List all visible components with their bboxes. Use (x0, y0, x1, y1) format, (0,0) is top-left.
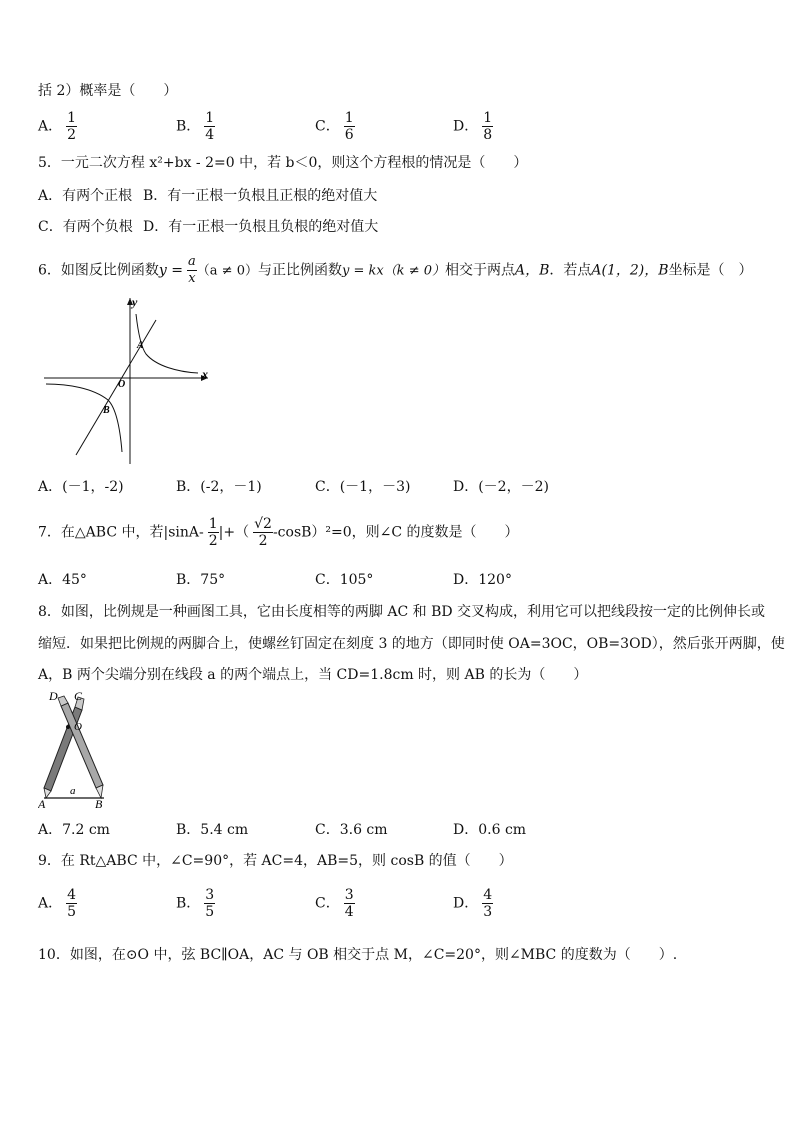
hyperbola-branch-1 (136, 314, 198, 373)
function-kx: y = kx（k ≠ 0） (341, 263, 445, 279)
label-c: C (74, 689, 83, 703)
point-b: B (658, 262, 669, 279)
origin-label: O (118, 379, 126, 390)
option-label: B． (176, 895, 201, 912)
denominator: 2 (258, 533, 268, 549)
stem-text: -cosB）²=0，则∠C 的度数是（ ） (272, 524, 519, 541)
q6-graph (38, 292, 228, 464)
fraction-half (208, 516, 219, 549)
numerator: 3 (344, 887, 354, 903)
label-segment-a: a (70, 785, 76, 797)
q8-option-c[interactable]: C．3.6 cm (315, 822, 388, 838)
fraction (344, 887, 355, 920)
q9-option-b[interactable] (176, 887, 215, 920)
screw-o (66, 725, 70, 729)
option-label: A． (38, 895, 63, 912)
condition-a: （a ≠ 0） (196, 263, 258, 279)
numerator: a (188, 254, 196, 269)
numerator: 1 (205, 110, 215, 126)
q6-stem (38, 254, 753, 287)
fraction (66, 887, 77, 920)
q5-option-b[interactable]: B．有一正根一负根且正根的绝对值大 (143, 188, 378, 204)
points-ab: A，B (515, 262, 550, 279)
q8-line-2: 缩短．如果把比例规的两脚合上，使螺丝钉固定在刻度 3 的地方（即同时使 OA=3OC，OB=3OD），然后张开两脚，使 (38, 636, 785, 652)
label-d: D (49, 689, 58, 703)
fraction (482, 110, 493, 143)
q4-option-a[interactable] (38, 110, 77, 143)
denominator: 5 (67, 904, 77, 920)
q5-option-a[interactable]: A．有两个正根 (38, 188, 133, 204)
q7-option-a[interactable]: A．45° (38, 572, 87, 588)
numerator: 1 (483, 110, 493, 126)
q9-option-c[interactable] (315, 887, 355, 920)
stem-text: ．若点 (549, 262, 592, 279)
q7-stem (38, 516, 519, 549)
stem-text: |+（ (218, 524, 250, 541)
q7-option-b[interactable]: B．75° (176, 572, 226, 588)
fraction (66, 110, 77, 143)
q6-option-d[interactable]: D．(－2，－2) (453, 479, 549, 495)
q8-option-b[interactable]: B．5.4 cm (176, 822, 249, 838)
q4-tail: 括 2）概率是（ ） (38, 83, 178, 99)
q4-option-c[interactable] (315, 110, 355, 143)
denominator: 2 (67, 127, 77, 143)
point-a-label: A (137, 340, 144, 351)
numerator: 3 (205, 887, 215, 903)
function-y: y = (158, 262, 184, 279)
label-b: B (95, 797, 103, 810)
q8-line-3: A，B 两个尖端分别在线段 a 的两个端点上，当 CD=1.8cm 时，则 AB 的长为（ ） (38, 667, 588, 683)
label-a: A (38, 797, 46, 810)
q9-option-a[interactable] (38, 887, 77, 920)
stem-text: 与正比例函数 (257, 262, 342, 279)
option-label: B． (176, 118, 201, 135)
numerator: 1 (208, 516, 218, 532)
option-label: A． (38, 118, 63, 135)
q6-option-a[interactable]: A．(－1，-2) (38, 479, 124, 495)
q8-option-d[interactable]: D．0.6 cm (453, 822, 527, 838)
fraction-a-over-x (187, 254, 197, 287)
q5-option-c[interactable]: C．有两个负根 (38, 219, 133, 235)
denominator: 6 (344, 127, 354, 143)
stem-text: 相交于两点 (445, 262, 515, 279)
stem-text: 7．在△ABC 中，若|sinA- (38, 524, 204, 541)
option-label: D． (453, 118, 479, 135)
leg-ac (44, 707, 82, 791)
option-label: C． (315, 895, 340, 912)
fraction-root2-over-2 (253, 516, 273, 549)
denominator: 4 (344, 904, 354, 920)
numerator: 1 (344, 110, 354, 126)
denominator: 8 (483, 127, 493, 143)
q8-proportional-compass-figure (38, 688, 110, 810)
q4-option-d[interactable] (453, 110, 493, 143)
q6-option-c[interactable]: C．(－1，－3) (315, 479, 411, 495)
denominator: 2 (208, 533, 218, 549)
option-label: D． (453, 895, 479, 912)
x-label: x (202, 367, 208, 381)
label-o: O (74, 721, 82, 733)
fraction (204, 110, 215, 143)
q9-option-d[interactable] (453, 887, 493, 920)
fraction (204, 887, 215, 920)
q6-option-b[interactable]: B．(-2，－1) (176, 479, 262, 495)
q7-option-c[interactable]: C．105° (315, 572, 374, 588)
numerator: 4 (483, 887, 493, 903)
denominator: 4 (205, 127, 215, 143)
q8-line-1: 8．如图，比例规是一种画图工具，它由长度相等的两脚 AC 和 BD 交叉构成，利用它可以把线段按一定的比例伸长或 (38, 604, 766, 620)
point-b-label: B (103, 405, 110, 416)
denominator: x (188, 271, 196, 286)
denominator: 5 (205, 904, 215, 920)
option-label: C． (315, 118, 340, 135)
fraction (482, 887, 493, 920)
y-label: y (132, 295, 138, 309)
stem-text: 坐标是（ ） (668, 262, 753, 279)
q7-option-d[interactable]: D．120° (453, 572, 512, 588)
q10-stem: 10．如图，在⊙O 中，弦 BC∥OA，AC 与 OB 相交于点 M，∠C=20°，则∠MBC 的度数为（ ）. (38, 947, 678, 963)
point-a: A(1，2)， (591, 262, 659, 279)
numerator: √2 (254, 516, 272, 532)
numerator: 4 (67, 887, 77, 903)
q8-option-a[interactable]: A．7.2 cm (38, 822, 110, 838)
q5-stem: 5．一元二次方程 x²+bx - 2=0 中，若 b＜0，则这个方程根的情况是（ ） (38, 155, 528, 171)
q9-stem: 9．在 Rt△ABC 中，∠C=90°，若 AC=4，AB=5，则 cosB 的值（ ） (38, 853, 513, 869)
denominator: 3 (483, 904, 493, 920)
numerator: 1 (67, 110, 77, 126)
stem-text: 6．如图反比例函数 (38, 262, 159, 279)
proportional-line (76, 320, 156, 455)
q5-option-d[interactable]: D．有一正根一负根且负根的绝对值大 (143, 219, 379, 235)
fraction (344, 110, 355, 143)
q4-option-b[interactable] (176, 110, 215, 143)
